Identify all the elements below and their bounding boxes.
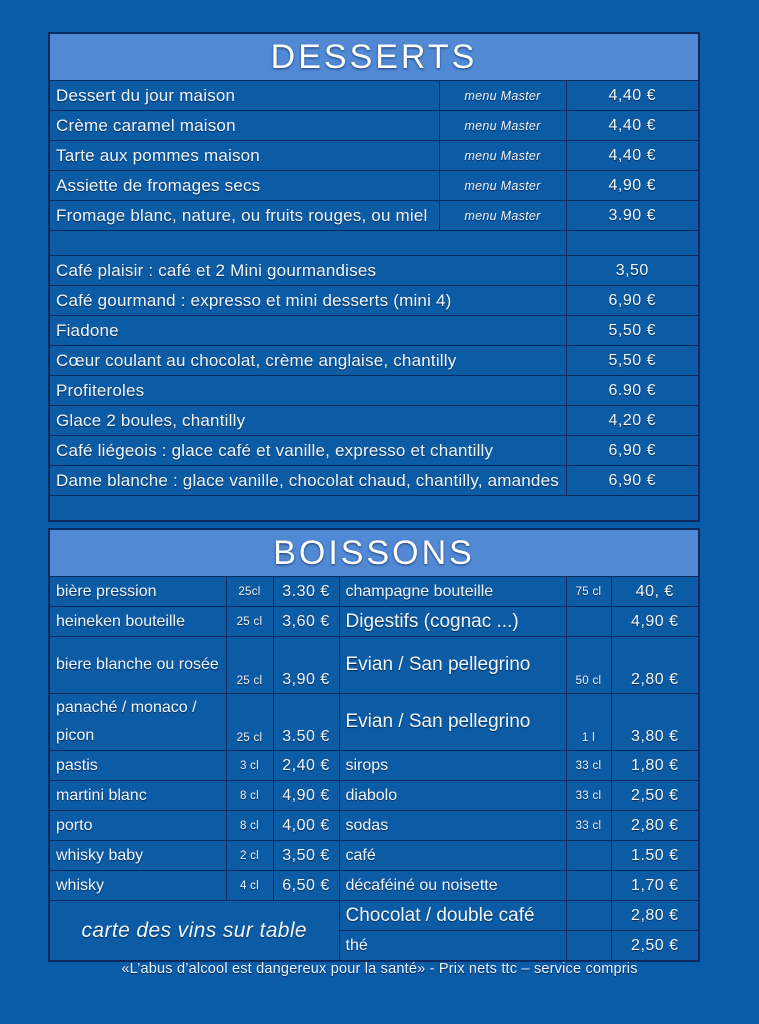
dessert-name: Assiette de fromages secs bbox=[49, 171, 439, 201]
drink-name: biere blanche ou rosée bbox=[49, 637, 226, 694]
drink-price: 4,00 € bbox=[273, 811, 339, 841]
boissons-banner-row bbox=[49, 529, 699, 577]
drink-volume: 8 cl bbox=[226, 811, 273, 841]
table-row bbox=[49, 436, 699, 466]
table-row bbox=[49, 781, 699, 811]
drink-price: 2,50 € bbox=[611, 931, 699, 962]
dessert-note: menu Master bbox=[439, 201, 566, 231]
drink-price: 6,50 € bbox=[273, 871, 339, 901]
separator-row bbox=[49, 231, 699, 256]
dessert-note: menu Master bbox=[439, 141, 566, 171]
drink-price: 3.30 € bbox=[273, 577, 339, 607]
dessert-name: Cœur coulant au chocolat, crème anglaise, chantilly bbox=[49, 346, 566, 376]
dessert-name: Café plaisir : café et 2 Mini gourmandises bbox=[49, 256, 566, 286]
dessert-name: Dessert du jour maison bbox=[49, 81, 439, 111]
drink-name: whisky bbox=[49, 871, 226, 901]
dessert-note: menu Master bbox=[439, 111, 566, 141]
desserts-banner-cell bbox=[49, 33, 699, 81]
drink-price: 2,50 € bbox=[611, 781, 699, 811]
dessert-name: Glace 2 boules, chantilly bbox=[49, 406, 566, 436]
drink-volume bbox=[566, 871, 611, 901]
desserts-table bbox=[48, 32, 700, 522]
drink-volume bbox=[566, 841, 611, 871]
drink-volume: 25 cl bbox=[226, 607, 273, 637]
drink-volume: 25cl bbox=[226, 577, 273, 607]
table-row bbox=[49, 316, 699, 346]
dessert-price: 3,50 bbox=[566, 256, 699, 286]
drink-name: décaféiné ou noisette bbox=[339, 871, 566, 901]
table-row bbox=[49, 346, 699, 376]
drink-volume: 33 cl bbox=[566, 811, 611, 841]
dessert-name: Café liégeois : glace café et vanille, expresso et chantilly bbox=[49, 436, 566, 466]
table-row bbox=[49, 376, 699, 406]
drink-name: champagne bouteille bbox=[339, 577, 566, 607]
drink-price: 2,80 € bbox=[611, 811, 699, 841]
dessert-name: Fiadone bbox=[49, 316, 566, 346]
dessert-price: 6,90 € bbox=[566, 436, 699, 466]
drink-volume: 25 cl bbox=[226, 694, 273, 751]
drink-volume: 50 cl bbox=[566, 637, 611, 694]
dessert-price: 6,90 € bbox=[566, 466, 699, 496]
drink-name: panaché / monaco / picon bbox=[49, 694, 226, 751]
drink-name: pastis bbox=[49, 751, 226, 781]
table-row bbox=[49, 201, 699, 231]
drink-volume: 33 cl bbox=[566, 781, 611, 811]
table-row bbox=[49, 406, 699, 436]
drink-name: Digestifs (cognac ...) bbox=[339, 607, 566, 637]
table-row bbox=[49, 871, 699, 901]
drink-name: Evian / San pellegrino bbox=[339, 694, 566, 751]
drink-volume: 8 cl bbox=[226, 781, 273, 811]
drink-volume bbox=[566, 931, 611, 962]
desserts-banner-row bbox=[49, 33, 699, 81]
table-row bbox=[49, 111, 699, 141]
drink-price: 2,80 € bbox=[611, 901, 699, 931]
dessert-note: menu Master bbox=[439, 81, 566, 111]
drink-name: heineken bouteille bbox=[49, 607, 226, 637]
drink-volume: 75 cl bbox=[566, 577, 611, 607]
drink-name: bière pression bbox=[49, 577, 226, 607]
drink-volume: 3 cl bbox=[226, 751, 273, 781]
separator-price-blank bbox=[566, 231, 699, 256]
boissons-table bbox=[48, 528, 700, 962]
drink-name: martini blanc bbox=[49, 781, 226, 811]
boissons-title: BOISSONS bbox=[273, 534, 475, 572]
table-row bbox=[49, 256, 699, 286]
dessert-name: Dame blanche : glace vanille, chocolat chaud, chantilly, amandes bbox=[49, 466, 566, 496]
dessert-price: 6,90 € bbox=[566, 286, 699, 316]
table-row bbox=[49, 466, 699, 496]
drink-price: 3,50 € bbox=[273, 841, 339, 871]
dessert-price: 5,50 € bbox=[566, 346, 699, 376]
legal-footer-note: «L’abus d’alcool est dangereux pour la santé» - Prix nets ttc – service compris bbox=[121, 961, 638, 977]
drink-name: thé bbox=[339, 931, 566, 962]
drink-volume bbox=[566, 607, 611, 637]
table-row bbox=[49, 577, 699, 607]
drink-volume: 25 cl bbox=[226, 637, 273, 694]
section-gap-row bbox=[49, 496, 699, 522]
table-row bbox=[49, 637, 699, 694]
drink-price: 3.50 € bbox=[273, 694, 339, 751]
section-gap-cell bbox=[49, 496, 699, 522]
dessert-name: Tarte aux pommes maison bbox=[49, 141, 439, 171]
drink-price: 40, € bbox=[611, 577, 699, 607]
table-row bbox=[49, 286, 699, 316]
drink-volume: 1 l bbox=[566, 694, 611, 751]
table-row bbox=[49, 141, 699, 171]
table-row bbox=[49, 81, 699, 111]
drink-price: 3,80 € bbox=[611, 694, 699, 751]
drink-price: 4,90 € bbox=[611, 607, 699, 637]
dessert-price: 4,20 € bbox=[566, 406, 699, 436]
dessert-price: 4,40 € bbox=[566, 81, 699, 111]
dessert-price: 5,50 € bbox=[566, 316, 699, 346]
drink-price: 4,90 € bbox=[273, 781, 339, 811]
dessert-price: 4,40 € bbox=[566, 111, 699, 141]
drink-name: porto bbox=[49, 811, 226, 841]
desserts-title: DESSERTS bbox=[270, 38, 478, 76]
table-row bbox=[49, 841, 699, 871]
dessert-name: Crème caramel maison bbox=[49, 111, 439, 141]
drink-price: 3,60 € bbox=[273, 607, 339, 637]
dessert-name: Café gourmand : expresso et mini desserts (mini 4) bbox=[49, 286, 566, 316]
drink-name: sodas bbox=[339, 811, 566, 841]
drink-price: 1,70 € bbox=[611, 871, 699, 901]
drink-price: 1,80 € bbox=[611, 751, 699, 781]
dessert-price: 4,90 € bbox=[566, 171, 699, 201]
drink-name: whisky baby bbox=[49, 841, 226, 871]
dessert-price: 3.90 € bbox=[566, 201, 699, 231]
table-row bbox=[49, 901, 699, 931]
drink-price: 2,80 € bbox=[611, 637, 699, 694]
drink-price: 3,90 € bbox=[273, 637, 339, 694]
table-row bbox=[49, 171, 699, 201]
dessert-note: menu Master bbox=[439, 171, 566, 201]
drink-price: 1.50 € bbox=[611, 841, 699, 871]
dessert-price: 6.90 € bbox=[566, 376, 699, 406]
drink-name: diabolo bbox=[339, 781, 566, 811]
separator-blank bbox=[49, 231, 566, 256]
table-row bbox=[49, 751, 699, 781]
table-row bbox=[49, 607, 699, 637]
table-row bbox=[49, 811, 699, 841]
boissons-banner-cell bbox=[49, 529, 699, 577]
drink-name: Evian / San pellegrino bbox=[339, 637, 566, 694]
drink-price: 2,40 € bbox=[273, 751, 339, 781]
drink-name: Chocolat / double café bbox=[339, 901, 566, 931]
drink-volume: 33 cl bbox=[566, 751, 611, 781]
drink-volume: 2 cl bbox=[226, 841, 273, 871]
drink-volume bbox=[566, 901, 611, 931]
dessert-price: 4,40 € bbox=[566, 141, 699, 171]
dessert-name: Profiteroles bbox=[49, 376, 566, 406]
drink-volume: 4 cl bbox=[226, 871, 273, 901]
table-row bbox=[49, 694, 699, 751]
dessert-name: Fromage blanc, nature, ou fruits rouges, ou miel bbox=[49, 201, 439, 231]
drink-name: café bbox=[339, 841, 566, 871]
wines-note: carte des vins sur table bbox=[49, 901, 339, 962]
drink-name: sirops bbox=[339, 751, 566, 781]
